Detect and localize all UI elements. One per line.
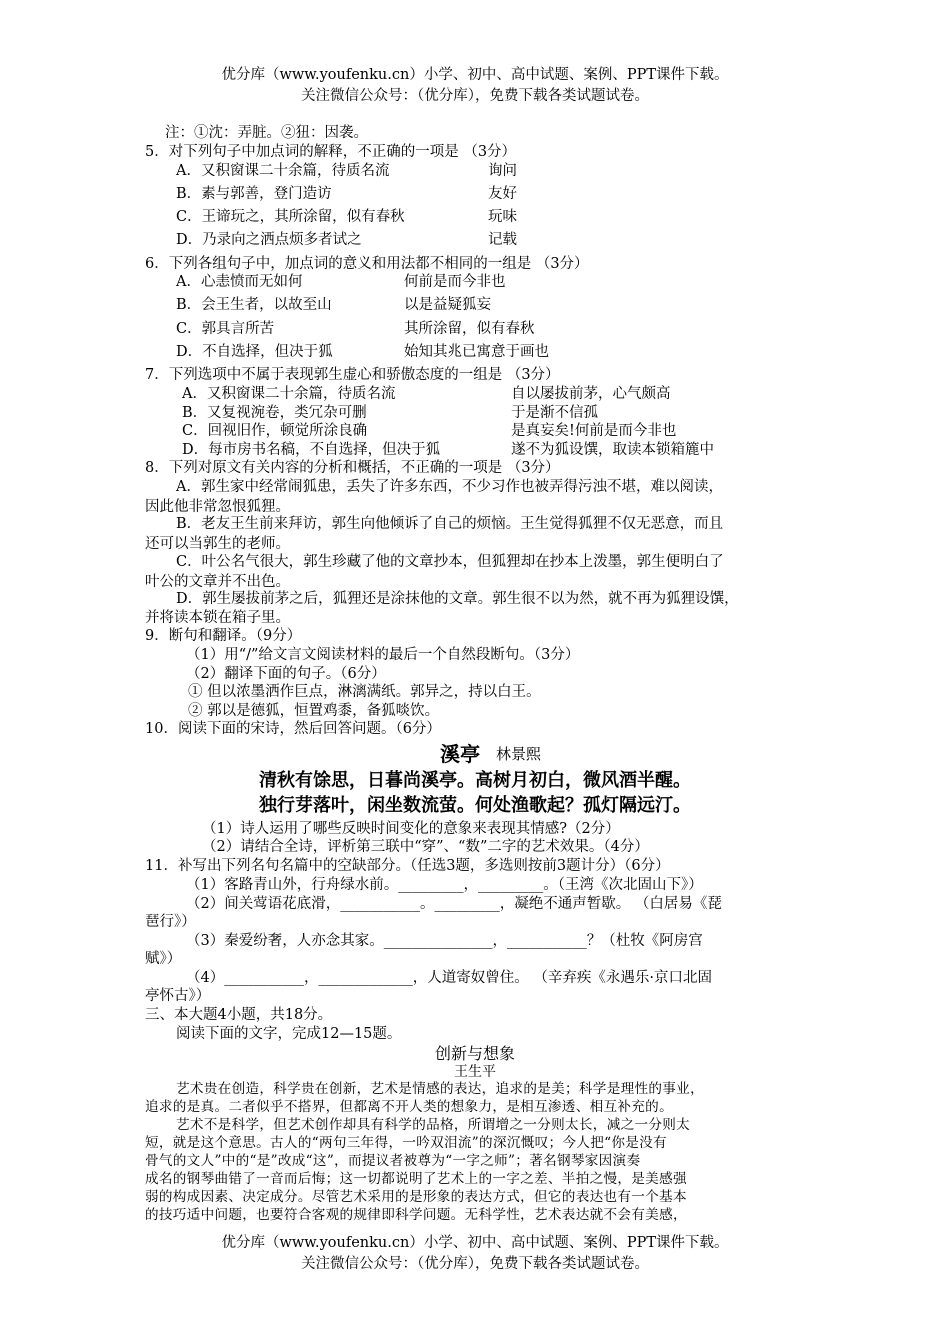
q8-option-c-line2: 叶公的文章并不出色。 — [145, 574, 290, 590]
question-9-stem: 9．断句和翻译。（9分） — [145, 628, 302, 644]
question-8-stem: 8．下列对原文有关内容的分析和概括，不正确的一项是 （3分） — [145, 460, 560, 476]
q5-option-b: B．素与郭善，登门造访 — [176, 186, 332, 202]
section-3-title: 三、本大题4小题，共18分。 — [145, 1007, 333, 1023]
q5-option-c-gloss: 玩味 — [488, 209, 517, 225]
article-line-1: 艺术贵在创造，科学贵在创新，艺术是情感的表达，追求的是美；科学是理性的事业， — [176, 1081, 704, 1097]
q5-option-d: D．乃录向之洒点烦多者试之 — [176, 232, 362, 248]
q7-option-d-left: D．每市房书名稿，不自选择，但决于狐 — [182, 442, 441, 458]
q9-part-1: （1）用“/”给文言文阅读材料的最后一个自然段断句。（3分） — [186, 647, 580, 663]
q7-option-a-right: 自以屡拔前茅，心气颇高 — [511, 386, 671, 402]
article-line-6: 成名的钢琴曲错了一音而后悔；这一切都说明了艺术上的一字之差、半拍之慢，是美感强 — [145, 1171, 687, 1187]
article-author: 王生平 — [454, 1064, 496, 1080]
q7-option-d-right: 遂不为狐设馔，取读本锁箱簏中 — [511, 442, 714, 458]
page-header-line-1: 优分库（www.youfenku.cn）小学、初中、高中试题、案例、PPT课件下载。 — [221, 67, 729, 83]
q6-option-a-right: 何前是而今非也 — [404, 274, 506, 290]
question-10-stem: 10．阅读下面的宋诗，然后回答问题。（6分） — [145, 721, 441, 737]
q6-option-c-right: 其所涂留，似有春秋 — [404, 321, 535, 337]
q9-sentence-2: ② 郭以是德狐，恒置鸡黍，备狐啖饮。 — [188, 703, 440, 719]
q7-option-a-left: A．又积窗课二十余篇，待质名流 — [182, 386, 396, 402]
poem-line-1: 清秋有馀思，日暮尚溪亭。高树月初白，微风酒半醒。 — [259, 770, 691, 791]
article-line-8: 的技巧适中问题，也要符合客观的规律即科学问题。无科学性，艺术表达就不会有美感， — [145, 1207, 687, 1223]
q11-part-3-line1: （3）秦爱纷奢，人亦念其家。_______________，___________？（杜牧《阿房宫 — [186, 933, 703, 949]
q7-option-c-left: C．回视旧作，顿觉所涂良确 — [182, 423, 368, 439]
article-line-7: 弱的构成因素、决定成分。尽管艺术采用的是形象的表达方式，但它的表达也有一个基本 — [145, 1189, 687, 1205]
poem-title: 溪亭 — [440, 742, 480, 766]
q7-option-b-right: 于是渐不信孤 — [511, 405, 598, 421]
q8-option-c-line1: C．叶公名气很大，郭生珍藏了他的文章抄本，但狐狸却在抄本上泼墨，郭生便明白了 — [176, 554, 724, 570]
q11-part-3-line2: 赋》） — [145, 951, 182, 967]
q11-part-1: （1）客路青山外，行舟绿水前。_________，_________。（王湾《次北固山下》） — [186, 877, 703, 893]
article-line-4: 短，就是这个意思。古人的“两句三年得，一吟双泪流”的深沉慨叹；今人把“你是没有 — [145, 1135, 667, 1151]
q6-option-d-left: D．不自选择，但决于狐 — [176, 344, 333, 360]
q8-option-b-line2: 还可以当郭生的老师。 — [145, 536, 290, 552]
q6-option-c-left: C．郭具言所苦 — [176, 321, 275, 337]
q8-option-b-line1: B．老友王生前来拜访，郭生向他倾诉了自己的烦恼。王生觉得狐狸不仅无恶意，而且 — [176, 516, 724, 532]
q11-part-2-line1: （2）间关莺语花底滑，___________。_________，凝绝不通声暂歇。 （白居易《琵 — [186, 896, 722, 912]
q8-option-a-line1: A．郭生家中经常闹狐患，丢失了许多东西，不少习作也被弄得污浊不堪，难以阅读， — [176, 479, 723, 495]
q11-part-4-line1: （4）___________，_____________，人道寄奴曾住。 （辛弃疾《永遇乐·京口北固 — [186, 970, 712, 986]
q6-option-a-left: A．心恚愤而无如何 — [176, 274, 303, 290]
question-11-stem: 11．补写出下列名句名篇中的空缺部分。（任选3题，多选则按前3题计分）（6分） — [145, 858, 670, 874]
q8-option-d-line2: 并将读本锁在箱子里。 — [145, 610, 290, 626]
article-title: 创新与想象 — [434, 1044, 515, 1063]
article-line-3: 艺术不是科学，但艺术创作却具有科学的品格，所谓增之一分则太长，减之一分则太 — [176, 1117, 691, 1133]
q6-option-b-right: 以是益疑狐妄 — [404, 297, 491, 313]
question-5-stem: 5．对下列句子中加点词的解释，不正确的一项是 （3分） — [145, 144, 517, 160]
q11-part-4-line2: 亭怀古》） — [145, 988, 211, 1004]
q5-option-b-gloss: 友好 — [488, 186, 517, 202]
question-7-stem: 7．下列选项中不属于表现郭生虚心和骄傲态度的一组是 （3分） — [145, 367, 560, 383]
question-6-stem: 6．下列各组句子中，加点词的意义和用法都不相同的一组是 （3分） — [145, 256, 589, 272]
section-3-intro: 阅读下面的文字，完成12—15题。 — [176, 1026, 402, 1042]
poem-author: 林景熙 — [496, 745, 542, 763]
article-line-5: 骨气的文人”中的“是”改成“这”，而提议者被尊为“一字之师”；著名钢琴家因演奏 — [145, 1153, 641, 1169]
q10-part-2: （2）请结合全诗，评析第三联中“穿”、“数”二字的艺术效果。（4分） — [202, 839, 649, 855]
page-footer-line-1: 优分库（www.youfenku.cn）小学、初中、高中试题、案例、PPT课件下载。 — [221, 1235, 729, 1251]
q7-option-b-left: B．又复视涴卷，类冗杂可删 — [182, 405, 367, 421]
page-header-line-2: 关注微信公众号：（优分库），免费下载各类试题试卷。 — [301, 88, 649, 104]
q5-option-a-gloss: 询问 — [488, 163, 517, 179]
article-line-2: 追求的是真。二者似乎不搭界，但都离不开人类的想象力，是相互渗透、相互补充的。 — [145, 1099, 673, 1115]
q9-sentence-1: ① 但以浓墨洒作巨点，淋漓满纸。郭异之，持以白王。 — [188, 684, 541, 700]
q8-option-a-line2: 因此他非常忽恨狐狸。 — [145, 499, 290, 515]
q6-option-d-right: 始知其兆已寓意于画也 — [404, 344, 549, 360]
annotation-note: 注：①沈：弄脏。②狃：因袭。 — [165, 125, 368, 141]
q9-part-2: （2）翻译下面的句子。（6分） — [186, 666, 386, 682]
q5-option-c: C．王谛玩之，其所涂留，似有春秋 — [176, 209, 405, 225]
q5-option-a: A．又积窗课二十余篇，待质名流 — [176, 163, 390, 179]
poem-line-2: 独行芽落叶，闲坐数流萤。何处渔歌起？孤灯隔远汀。 — [259, 795, 691, 816]
q11-part-2-line2: 琶行》） — [145, 914, 196, 930]
q8-option-d-line1: D．郭生屡拔前茅之后，狐狸还是涂抹他的文章。郭生很不以为然，就不再为狐狸设馔， — [176, 591, 739, 607]
q6-option-b-left: B．会王生者，以故至山 — [176, 297, 332, 313]
page-footer-line-2: 关注微信公众号：（优分库），免费下载各类试题试卷。 — [301, 1256, 649, 1272]
q5-option-d-gloss: 记载 — [488, 232, 517, 248]
q10-part-1: （1）诗人运用了哪些反映时间变化的意象来表现其情感?（2分） — [202, 821, 620, 837]
q7-option-c-right: 是真妄矣!何前是而今非也 — [511, 423, 677, 439]
